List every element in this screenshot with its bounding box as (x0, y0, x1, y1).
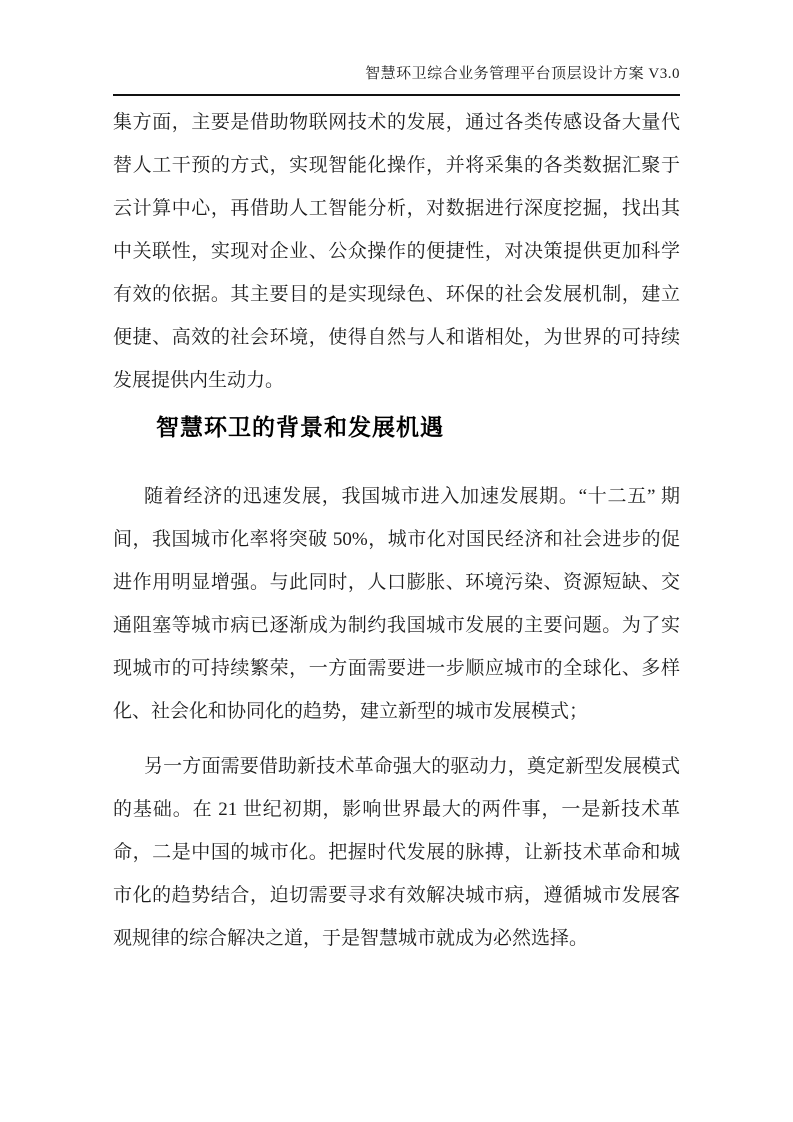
paragraph: 随着经济的迅速发展，我国城市进入加速发展期。“十二五” 期间，我国城市化率将突破 50%，城市化对国民经济和社会进步的促进作用明显增强。与此同时，人口膨胀、环境污染、资源短缺、交通阻塞等城市病已逐渐成为制约我国城市发展的主要问题。为了实现城市的可持续繁荣，一方面需要进一步顺应城市的全球化、多样化、社会化和协同化的趋势，建立新型的城市发展模式； (113, 486, 680, 722)
paragraph: 另一方面需要借助新技术革命强大的驱动力，奠定新型发展模式的基础。在 21 世纪初期，影响世界最大的两件事，一是新技术革命，二是中国的城市化。把握时代发展的脉搏，让新技术革命和城市化的趋势结合，迫切需要寻求有效解决城市病，遵循城市发展客观规律的综合解决之道，于是智慧城市就成为必然选择。 (113, 756, 680, 949)
paragraph-continuation: 集方面，主要是借助物联网技术的发展，通过各类传感设备大量代替人工干预的方式，实现智能化操作，并将采集的各类数据汇聚于云计算中心，再借助人工智能分析，对数据进行深度挖掘，找出其中关联性，实现对企业、公众操作的便捷性，对决策提供更加科学有效的依据。其主要目的是实现绿色、环保的社会发展机制，建立便捷、高效的社会环境，使得自然与人和谐相处，为世界的可持续发展提供内生动力。 (113, 112, 680, 391)
section-heading: 智慧环卫的背景和发展机遇 (156, 414, 444, 440)
header-title: 智慧环卫综合业务管理平台顶层设计方案 V3.0 (365, 66, 680, 82)
page-header (113, 64, 680, 96)
document-body (113, 101, 680, 960)
